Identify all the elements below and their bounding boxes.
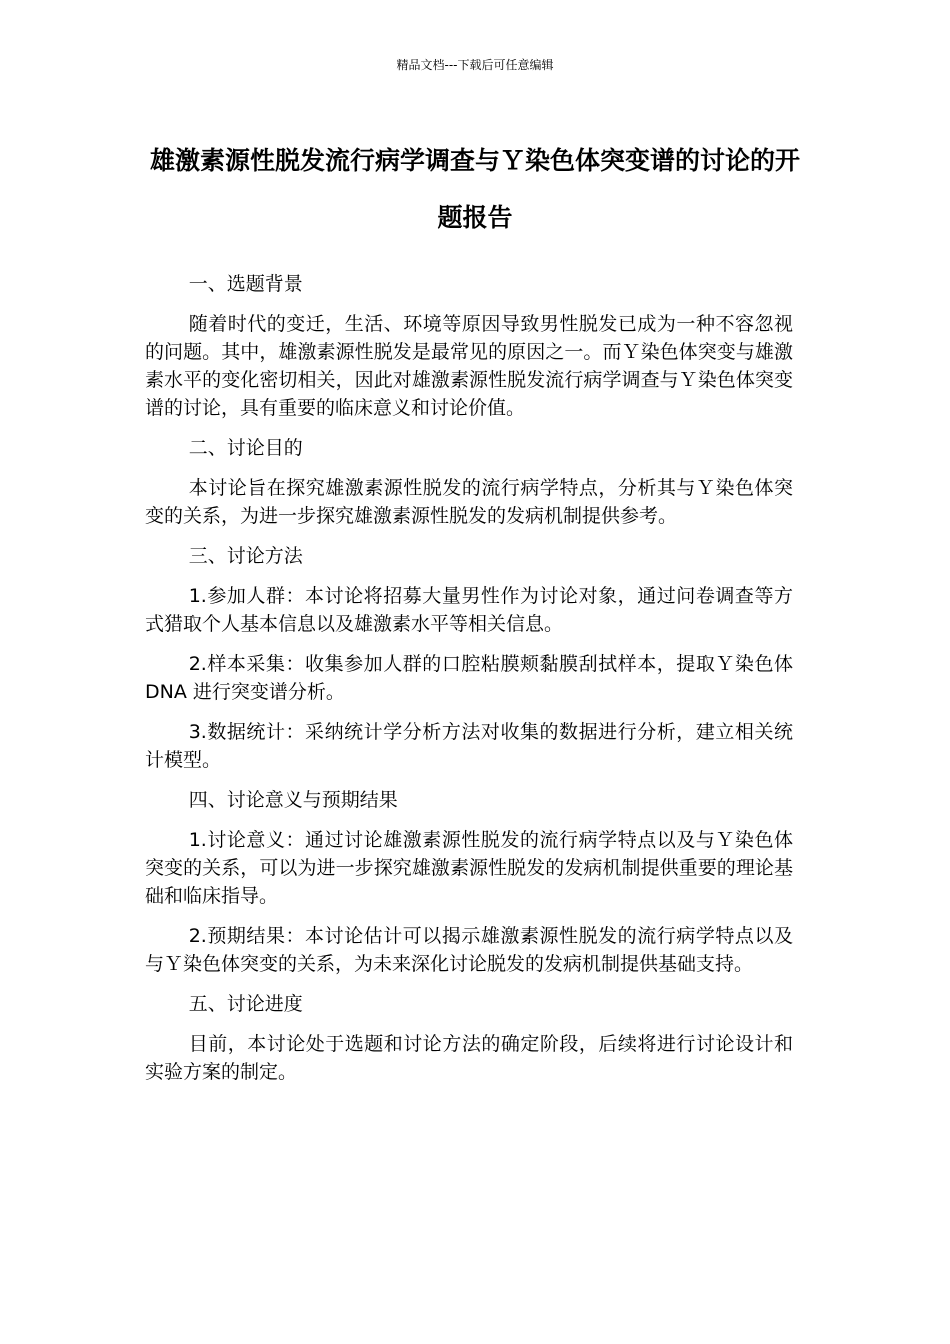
header-note: 精品文档---下载后可任意编辑	[396, 58, 554, 72]
section-progress	[145, 990, 793, 1086]
paragraph: 本讨论旨在探究雄激素源性脱发的流行病学特点，分析其与Ｙ染色体突变的关系，为进一步探究雄激素源性脱发的发病机制提供参考。	[145, 477, 793, 527]
section-heading: 三、讨论方法	[188, 545, 303, 567]
section-heading: 五、讨论进度	[188, 993, 303, 1015]
paragraph: 2.样本采集：收集参加人群的口腔粘膜颊黏膜刮拭样本，提取Ｙ染色体 DNA 进行突变谱分析。	[145, 653, 793, 703]
section-heading: 一、选题背景	[188, 273, 303, 295]
paragraph: 3.数据统计：采纳统计学分析方法对收集的数据进行分析，建立相关统计模型。	[145, 721, 793, 771]
paragraph: 1.讨论意义：通过讨论雄激素源性脱发的流行病学特点以及与Ｙ染色体突变的关系，可以为进一步探究雄激素源性脱发的发病机制提供重要的理论基础和临床指导。	[145, 829, 793, 907]
section-background	[145, 270, 793, 422]
section-heading: 二、讨论目的	[188, 437, 303, 459]
document-body	[145, 270, 793, 1098]
section-significance	[145, 786, 793, 978]
paragraph: 目前，本讨论处于选题和讨论方法的确定阶段，后续将进行讨论设计和实验方案的制定。	[145, 1033, 793, 1083]
section-purpose	[145, 434, 793, 530]
section-heading: 四、讨论意义与预期结果	[188, 789, 398, 811]
document-title: 雄激素源性脱发流行病学调查与Ｙ染色体突变谱的讨论的开题报告	[149, 146, 800, 232]
paragraph: 随着时代的变迁，生活、环境等原因导致男性脱发已成为一种不容忽视的问题。其中，雄激素源性脱发是最常见的原因之一。而Ｙ染色体突变与雄激素水平的变化密切相关，因此对雄激素源性脱发流行病学调查与Ｙ染色体突变谱的讨论，具有重要的临床意义和讨论价值。	[145, 313, 793, 419]
paragraph: 1.参加人群：本讨论将招募大量男性作为讨论对象，通过问卷调查等方式猎取个人基本信息以及雄激素水平等相关信息。	[145, 585, 793, 635]
paragraph: 2.预期结果：本讨论估计可以揭示雄激素源性脱发的流行病学特点以及与Ｙ染色体突变的关系，为未来深化讨论脱发的发病机制提供基础支持。	[145, 925, 793, 975]
section-methods	[145, 542, 793, 774]
